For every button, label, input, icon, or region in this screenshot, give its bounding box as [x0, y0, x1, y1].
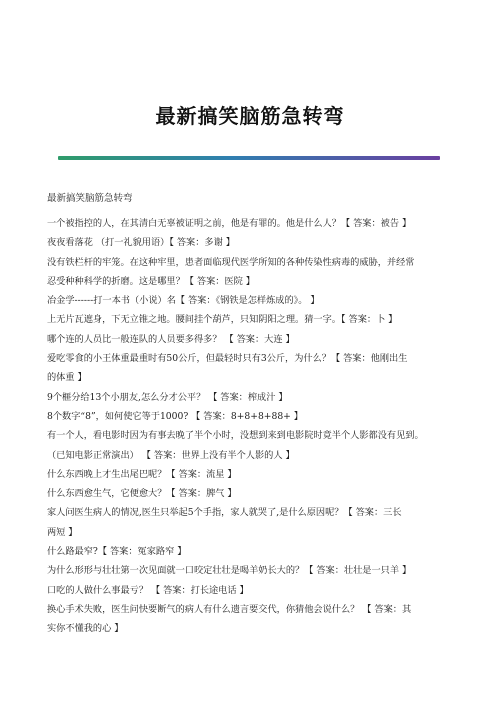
riddle-line: 一个被指控的人，在其清白无辜被证明之前，他是有罪的。他是什么人？【 答案：被告 】	[47, 218, 412, 229]
riddle-list	[47, 214, 457, 639]
riddle-line: 有一个人，看电影时因为有事去晚了半个小时，没想到来到电影院时竟半个人影都没有见到。	[47, 430, 424, 442]
riddle-line: 上无片瓦遮身，下无立锥之地。腰间挂个葫芦，只知阴阳之理。猜一字。【 答案：卜 】	[47, 314, 398, 326]
riddle-line: 为什么形形与壮壮第一次见面就一口咬定壮壮是喝羊奶长大的？【 答案：壮壮是一只羊 】	[47, 565, 412, 577]
riddle-line: （已知电影正常演出） 【 答案：世界上没有半个人影的人 】	[47, 449, 295, 461]
riddle-line: 哪个连的人员比一般连队的人员要多得多？ 【 答案：大连 】	[47, 333, 295, 345]
riddle-line: 的体重 】	[47, 372, 87, 384]
riddle-line: 家人问医生病人的情况,医生只举起5个手指，家人就哭了,是什么原因呢？【 答案：三长	[47, 507, 402, 519]
riddle-line: 两短 】	[47, 526, 78, 538]
riddle-line: 口吃的人做什么事最亏？ 【 答案：打长途电话 】	[47, 584, 249, 596]
riddle-line: 爱吃零食的小王体重最重时有50公斤，但最轻时只有3公斤，为什么？【 答案：他刚出生	[47, 353, 408, 365]
document-title: 最新搞笑脑筋急转弯	[155, 104, 345, 128]
riddle-line: 8个数字“8”，如何使它等于1000? 【 答案：8+8+8+88+ 】	[47, 410, 303, 422]
document-subtitle: 最新搞笑脑筋急转弯	[47, 193, 133, 204]
riddle-line: 什么东西愈生气，它便愈大？【 答案：脾气 】	[47, 488, 237, 500]
riddle-line: 夜夜看落花 （打一礼貌用语）【 答案：多谢 】	[47, 237, 235, 249]
riddle-line: 什么路最窄?【 答案：冤家路窄 】	[47, 546, 187, 558]
riddle-line: 没有铁栏杆的牢笼。在这种牢里，患者面临现代医学所知的各种传染性病毒的威胁，并经常	[47, 256, 415, 268]
riddle-line: 9个榧分给13个小朋友,怎么分才公平？ 【 答案：榨成汁 】	[47, 391, 288, 403]
title-divider	[58, 156, 440, 160]
riddle-line: 冶金学------打一本书（小说）名【 答案：《钢铁是怎样炼成的》。 】	[47, 295, 320, 307]
riddle-line: 忍受种种科学的折磨。这是哪里？【 答案：医院 】	[47, 275, 255, 287]
riddle-line: 什么东西晚上才生出尾巴呢？【 答案：流星 】	[47, 468, 237, 480]
riddle-line: 实你不懂我的心 】	[47, 623, 124, 635]
riddle-line: 换心手术失败，医生问快要断气的病人有什么遗言要交代，你猜他会说什么？ 【 答案：其	[47, 603, 412, 615]
